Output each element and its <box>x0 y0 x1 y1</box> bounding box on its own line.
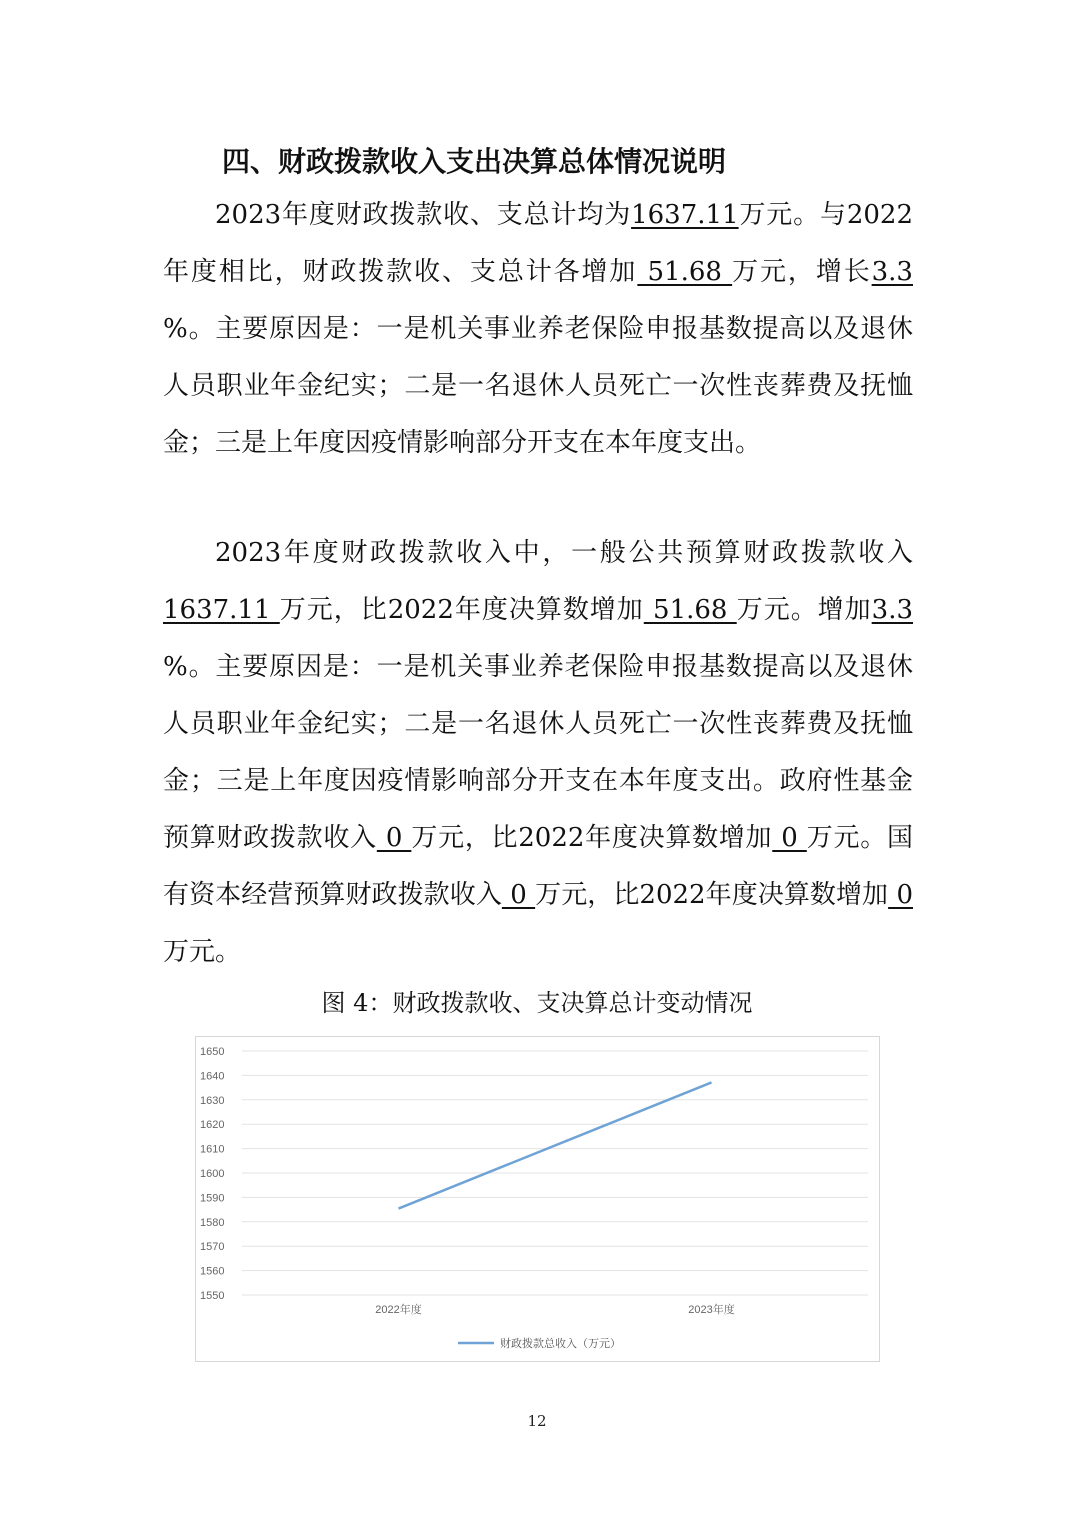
text: 万元，增长 <box>732 257 872 287</box>
y-tick-label: 1560 <box>200 1265 225 1278</box>
general-budget-value: 1637.11 <box>163 595 280 625</box>
growth-rate: 3.3 <box>871 595 914 625</box>
chart-canvas <box>196 1037 879 1361</box>
y-tick-label: 1570 <box>200 1241 225 1254</box>
y-tick-label: 1640 <box>200 1070 225 1083</box>
x-tick-label: 2023年度 <box>688 1304 735 1316</box>
paragraph-summary <box>163 187 913 472</box>
text: 万元。与2022年度相比，财政拨款收、支总计各增加 <box>163 200 914 287</box>
y-tick-label: 1650 <box>200 1046 225 1058</box>
fund-budget-increase: 0 <box>772 823 807 853</box>
legend-label: 财政拨款总收入（万元） <box>500 1338 621 1350</box>
y-tick-label: 1610 <box>200 1143 225 1156</box>
x-tick-label: 2022年度 <box>375 1304 422 1316</box>
increase-value: 51.68 <box>637 257 733 287</box>
section-heading: 四、财政拨款收入支出决算总体情况说明 <box>222 145 727 178</box>
text: 万元。国有资本经营预算财政拨款收入 <box>163 823 913 910</box>
growth-rate: 3.3 <box>871 257 913 287</box>
text: 万元。 <box>163 937 242 967</box>
text: 万元，比2022年度决算数增加 <box>535 880 889 910</box>
figure-caption: 图 4：财政拨款收、支决算总计变动情况 <box>321 989 753 1017</box>
capital-budget-value: 0 <box>501 880 536 910</box>
line-chart <box>195 1036 880 1362</box>
page-number: 12 <box>527 1412 547 1430</box>
fund-budget-value: 0 <box>376 823 412 853</box>
text: %。主要原因是：一是机关事业养老保险申报基数提高以及退休人员职业年金纪实；二是一名退休人员死亡一次性丧葬费及抚恤金；三是上年度因疫情影响部分开支在本年度支出。政府性基金预算财政拨款收入 <box>163 652 913 853</box>
increase-value: 51.68 <box>643 595 737 625</box>
y-tick-label: 1590 <box>200 1192 225 1205</box>
capital-budget-increase: 0 <box>888 880 914 910</box>
series-line <box>399 1082 712 1208</box>
text: 万元，比2022年度决算数增加 <box>411 823 773 853</box>
y-tick-label: 1620 <box>200 1119 225 1132</box>
text: 万元，比2022年度决算数增加 <box>279 595 644 625</box>
y-tick-label: 1580 <box>200 1216 225 1229</box>
total-value: 1637.11 <box>631 200 739 230</box>
text: 万元。增加 <box>736 595 872 625</box>
paragraph-income-detail <box>163 525 913 981</box>
text: 2023年度财政拨款收入中，一般公共预算财政拨款收入 <box>215 538 913 568</box>
y-tick-label: 1600 <box>200 1168 225 1180</box>
text: %。主要原因是：一是机关事业养老保险申报基数提高以及退休人员职业年金纪实；二是一名退休人员死亡一次性丧葬费及抚恤金；三是上年度因疫情影响部分开支在本年度支出。 <box>163 314 913 458</box>
text: 2023年度财政拨款收、支总计均为 <box>215 200 632 230</box>
y-tick-label: 1550 <box>200 1290 225 1302</box>
y-tick-label: 1630 <box>200 1094 225 1107</box>
